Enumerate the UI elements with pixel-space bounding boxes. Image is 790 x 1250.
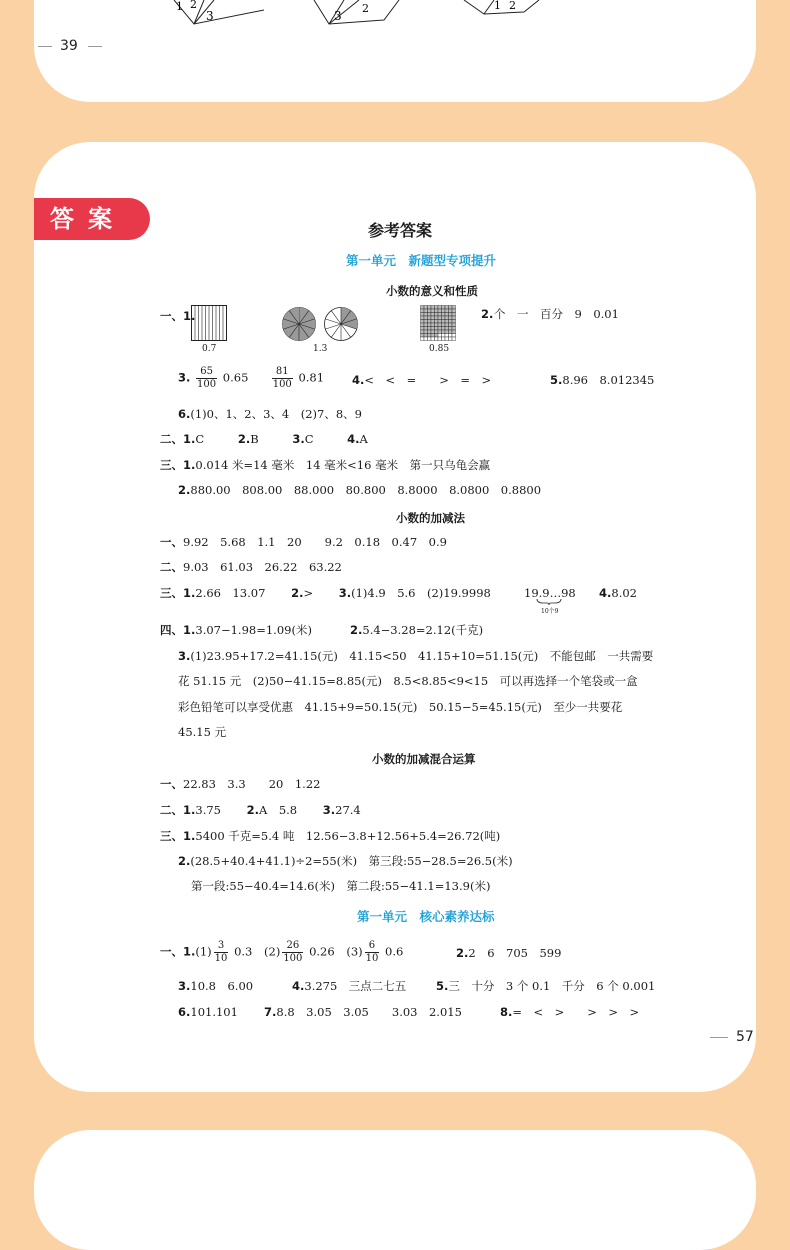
grid-cell [449, 334, 453, 338]
s2-part3-q4: 4.8.02 [599, 586, 637, 600]
grid-cell [449, 320, 453, 324]
q2-number: 2. [481, 307, 494, 321]
u2-q5: 5.三 十分 3 个 0.1 千分 6 个 0.001 [436, 979, 656, 993]
grid-cell [442, 316, 446, 320]
grid-cell [452, 330, 456, 334]
grid-cell [428, 313, 432, 317]
grid-cell [435, 320, 439, 324]
grid-cell [449, 337, 453, 341]
s2-part2: 二、9.03 61.03 26.22 63.22 [160, 560, 342, 574]
u2-part1-q2: 2.2 6 705 599 [456, 946, 562, 960]
q3-answer: 3. $\frac{65}{100}$ 0.65 $\frac{81}{100}$ 0.81 [178, 366, 325, 390]
grid-cell [435, 334, 439, 338]
grid-cell [435, 327, 439, 331]
grid-cell [431, 334, 435, 338]
grid-cell [445, 337, 449, 341]
s2-part4-q3-line1: 3.(1)23.95+17.2=41.15(元) 41.15<50 41.15+10=51.15(元) 不能包邮 一共需要 [178, 649, 654, 663]
grid-cell [452, 306, 456, 310]
grid-cell [442, 323, 446, 327]
grid-cell [431, 306, 435, 310]
grid-cell [449, 323, 453, 327]
grid-cell [424, 309, 428, 313]
page-number-dash-left [38, 46, 52, 47]
grid-cell [449, 327, 453, 331]
pie-circles-figure [281, 306, 359, 342]
grid-cell [421, 323, 425, 327]
grid-cell [428, 327, 432, 331]
grid-cell [424, 306, 428, 310]
section1-title: 小数的意义和性质 [386, 284, 478, 298]
grid-cell [449, 330, 453, 334]
grid-cell [452, 323, 456, 327]
grid-cell [438, 323, 442, 327]
svg-text:1: 1 [494, 0, 501, 12]
svg-text:3: 3 [334, 9, 342, 23]
grid-cell [452, 320, 456, 324]
grid-cell [445, 323, 449, 327]
grid-cell [421, 327, 425, 331]
svg-text:2: 2 [362, 2, 369, 15]
grid-cell [431, 320, 435, 324]
svg-text:2: 2 [509, 0, 516, 12]
previous-page-card [34, 0, 756, 102]
grid-cell [424, 334, 428, 338]
u2-q8: 8.= < > > > > [500, 1005, 640, 1019]
grid-cell [442, 327, 446, 331]
unit2-title: 第一单元 核心素养达标 [357, 909, 495, 924]
grid-cell [445, 330, 449, 334]
grid-cell [452, 334, 456, 338]
angle-figures-partial [154, 0, 674, 28]
grid-square-figure [420, 305, 456, 341]
page-number: 57 [736, 1029, 754, 1045]
grid-cell [438, 334, 442, 338]
grid-cell [431, 313, 435, 317]
grid-cell [435, 306, 439, 310]
grid-cell [449, 316, 453, 320]
fig-label-1: 0.7 [202, 344, 217, 354]
grid-cell [428, 334, 432, 338]
grid-cell [424, 330, 428, 334]
s2-part3: 三、1.2.66 13.07 2.> 3.(1)4.9 5.6 (2)19.9998 [160, 586, 491, 600]
grid-cell [442, 334, 446, 338]
grid-cell [438, 327, 442, 331]
grid-cell [438, 313, 442, 317]
grid-cell [431, 316, 435, 320]
grid-cell [449, 309, 453, 313]
grid-cell [452, 316, 456, 320]
grid-cell [431, 330, 435, 334]
part3-q2: 2.880.00 808.00 88.000 80.800 8.8000 8.0800 0.8800 [178, 483, 542, 497]
grid-cell [428, 309, 432, 313]
svg-text:3: 3 [206, 9, 214, 23]
grid-cell [452, 337, 456, 341]
grid-cell [442, 309, 446, 313]
s2-part4-q3-line2: 花 51.15 元 (2)50−41.15=8.85(元) 8.5<8.85<9<15 可以再选择一个笔袋或一盒 [178, 674, 638, 688]
grid-cell [431, 327, 435, 331]
grid-cell [428, 337, 432, 341]
q4-answer: 4.< < = > = > [352, 373, 492, 387]
grid-cell [421, 313, 425, 317]
grid-cell [445, 306, 449, 310]
grid-cell [424, 323, 428, 327]
svg-text:2: 2 [190, 0, 197, 11]
s2-part4-q2: 2.5.4−3.28=2.12(千克) [350, 623, 484, 637]
answer-tab: 答案 [34, 198, 150, 240]
grid-cell [428, 316, 432, 320]
s3-part3-q2-line1: 2.(28.5+40.4+41.1)÷2=55(米) 第三段:55−28.5=26.5(米) [178, 854, 513, 868]
grid-cell [431, 309, 435, 313]
s2-part3-q3-tail: 19.9…98 [524, 586, 576, 600]
grid-cell [435, 313, 439, 317]
grid-cell [424, 316, 428, 320]
q1-number: 一、1. [160, 309, 196, 323]
s3-part3-q2-line2: 第一段:55−40.4=14.6(米) 第二段:55−41.1=13.9(米) [191, 879, 491, 893]
grid-cell [428, 323, 432, 327]
grid-cell [421, 306, 425, 310]
s3-part2: 二、1.3.75 2.A 5.8 3.27.4 [160, 803, 361, 817]
grid-cell [424, 313, 428, 317]
part2-answers: 二、1.C 2.B 3.C 4.A [160, 432, 368, 446]
grid-cell [424, 320, 428, 324]
grid-cell [442, 313, 446, 317]
brace-under-icon [536, 598, 562, 606]
grid-cell [428, 330, 432, 334]
grid-cell [421, 330, 425, 334]
grid-cell [438, 309, 442, 313]
grid-cell [438, 337, 442, 341]
grid-cell [438, 306, 442, 310]
grid-cell [421, 334, 425, 338]
striped-square-figure [191, 305, 227, 341]
page-title: 参考答案 [367, 221, 432, 240]
grid-cell [445, 309, 449, 313]
grid-cell [442, 306, 446, 310]
section2-title: 小数的加减法 [396, 511, 465, 525]
grid-cell [445, 327, 449, 331]
unit1-title: 第一单元 新题型专项提升 [346, 253, 497, 268]
grid-cell [452, 313, 456, 317]
grid-cell [445, 313, 449, 317]
s2-part4-q1: 四、1.3.07−1.98=1.09(米) [160, 623, 312, 637]
u2-part1-q1: 一、1.(1) $\frac{3}{10}$ 0.3 (2) $\frac{26}{100}$ 0.26 (3) $\frac{6}{10}$ 0.6 [160, 940, 404, 964]
grid-cell [424, 337, 428, 341]
u2-q7: 7.8.8 3.05 3.05 3.03 2.015 [264, 1005, 462, 1019]
grid-cell [452, 327, 456, 331]
grid-cell [445, 320, 449, 324]
grid-cell [445, 334, 449, 338]
grid-cell [421, 320, 425, 324]
fig-label-3: 0.85 [429, 344, 450, 354]
next-page-card [34, 1130, 756, 1250]
grid-cell [435, 330, 439, 334]
page-number-dash [710, 1037, 728, 1038]
grid-cell [435, 316, 439, 320]
grid-cell [438, 316, 442, 320]
grid-cell [452, 309, 456, 313]
q2-answer: 个 一 百分 9 0.01 [494, 307, 619, 321]
grid-cell [445, 316, 449, 320]
grid-cell [438, 330, 442, 334]
s2-part4-q3-line4: 45.15 元 [178, 725, 227, 739]
grid-cell [431, 337, 435, 341]
section3-title: 小数的加减混合运算 [372, 752, 476, 766]
prev-page-number: 39 [60, 38, 78, 54]
grid-cell [435, 309, 439, 313]
u2-q6: 6.101.101 [178, 1005, 238, 1019]
grid-cell [442, 337, 446, 341]
grid-cell [449, 313, 453, 317]
grid-cell [428, 306, 432, 310]
grid-cell [431, 323, 435, 327]
q6-answer: 6.(1)0、1、2、3、4 (2)7、8、9 [178, 407, 362, 421]
grid-cell [438, 320, 442, 324]
s2-part4-q3-line3: 彩色铅笔可以享受优惠 41.15+9=50.15(元) 50.15−5=45.15(元) 至少一共要花 [178, 700, 623, 714]
grid-cell [428, 320, 432, 324]
grid-cell [435, 323, 439, 327]
s3-part3-q1: 三、1.5400 千克=5.4 吨 12.56−3.8+12.56+5.4=26.72(吨) [160, 829, 501, 843]
grid-cell [442, 330, 446, 334]
s3-part1: 一、22.83 3.3 20 1.22 [160, 777, 321, 791]
grid-cell [421, 316, 425, 320]
grid-cell [421, 309, 425, 313]
fig-label-2: 1.3 [313, 344, 328, 354]
grid-cell [421, 337, 425, 341]
q5-answer: 5.8.96 8.012345 [550, 373, 655, 387]
grid-cell [449, 306, 453, 310]
svg-text:1: 1 [176, 0, 183, 13]
grid-cell [424, 327, 428, 331]
brace-note: 10个9 [541, 608, 559, 615]
s2-part1: 一、9.92 5.68 1.1 20 9.2 0.18 0.47 0.9 [160, 535, 447, 549]
part3-q1: 三、1.0.014 米=14 毫米 14 毫米<16 毫米 第一只乌龟会赢 [160, 458, 491, 472]
grid-cell [442, 320, 446, 324]
page-number-dash-right [88, 46, 102, 47]
u2-q4: 4.3.275 三点二七五 [292, 979, 407, 993]
grid-cell [435, 337, 439, 341]
u2-q3: 3.10.8 6.00 [178, 979, 254, 993]
